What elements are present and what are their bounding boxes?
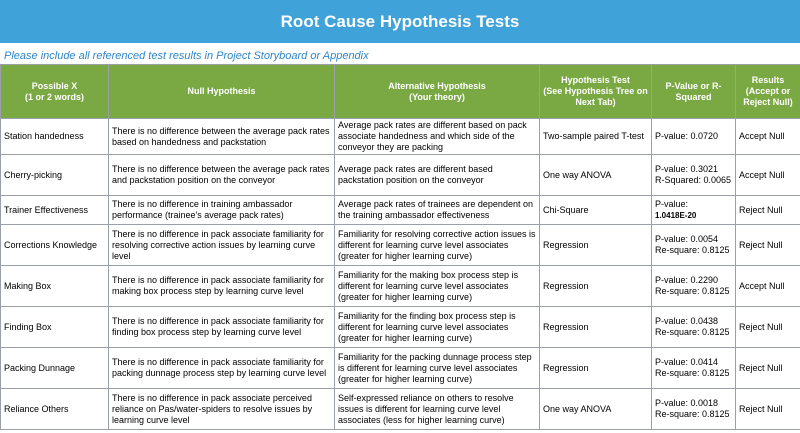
cell-result: Accept Null [736, 119, 800, 155]
table-row [1, 389, 800, 430]
cell-null-hypothesis: There is no difference in pack associate familiarity for packing dunnage process step by learning curve level [109, 348, 335, 389]
cell-p-value: P-value: 0.0018 Re-square: 0.8125 [652, 389, 736, 430]
col-header-p-value: P-Value or R-Squared [652, 65, 736, 119]
cell-alternative-hypothesis: Familiarity for the finding box process step is different for learning curve level associates (greater for higher learning curve) [335, 307, 540, 348]
cell-null-hypothesis: There is no difference in pack associate perceived reliance on Pas/water-spiders to resolve issues by learning curve level [109, 389, 335, 430]
cell-possible-x: Corrections Knowledge [1, 225, 109, 266]
table-row [1, 307, 800, 348]
cell-alternative-hypothesis: Average pack rates are different based on pack associate handedness and which side of the conveyor they are packing [335, 119, 540, 155]
p-value-label: P-value: [655, 199, 689, 209]
cell-result: Accept Null [736, 266, 800, 307]
cell-possible-x: Cherry-picking [1, 155, 109, 196]
instruction-note: Please include all referenced test results in Project Storyboard or Appendix [4, 50, 369, 62]
col-header-hypothesis-test: Hypothesis Test (See Hypothesis Tree on Next Tab) [540, 65, 652, 119]
cell-hypothesis-test: Regression [540, 307, 652, 348]
cell-null-hypothesis: There is no difference in pack associate familiarity for finding box process step by learning curve level [109, 307, 335, 348]
col-header-results: Results (Accept or Reject Null) [736, 65, 800, 119]
cell-null-hypothesis: There is no difference between the average pack rates based on handedness and packstation [109, 119, 335, 155]
cell-possible-x: Making Box [1, 266, 109, 307]
cell-result: Reject Null [736, 348, 800, 389]
cell-hypothesis-test: One way ANOVA [540, 155, 652, 196]
cell-hypothesis-test: Regression [540, 266, 652, 307]
cell-result: Reject Null [736, 196, 800, 225]
cell-p-value: P-value: 0.0414 Re-square: 0.8125 [652, 348, 736, 389]
cell-alternative-hypothesis: Average pack rates are different based packstation position on the conveyor [335, 155, 540, 196]
cell-result: Reject Null [736, 225, 800, 266]
cell-possible-x: Finding Box [1, 307, 109, 348]
header-row [1, 65, 800, 119]
cell-hypothesis-test: Regression [540, 225, 652, 266]
hypothesis-table-container [0, 64, 800, 430]
cell-alternative-hypothesis: Average pack rates of trainees are dependent on the training ambassador effectiveness [335, 196, 540, 225]
cell-hypothesis-test: Regression [540, 348, 652, 389]
cell-p-value: P-value: 0.0720 [652, 119, 736, 155]
cell-result: Reject Null [736, 389, 800, 430]
cell-hypothesis-test: Chi-Square [540, 196, 652, 225]
cell-alternative-hypothesis: Self-expressed reliance on others to resolve issues is different for learning curve level associates (less for higher learning curve) [335, 389, 540, 430]
col-header-alternative-hypothesis: Alternative Hypothesis (Your theory) [335, 65, 540, 119]
cell-null-hypothesis: There is no difference in training ambassador performance (trainee's average pack rates) [109, 196, 335, 225]
cell-null-hypothesis: There is no difference between the average pack rates and packstation position on the conveyor [109, 155, 335, 196]
cell-p-value: P-value: 0.3021 R-Squared: 0.0065 [652, 155, 736, 196]
col-header-possible-x: Possible X (1 or 2 words) [1, 65, 109, 119]
cell-p-value: P-value: 0.0438 Re-square: 0.8125 [652, 307, 736, 348]
p-value-number: 1.0418E-20 [655, 211, 697, 220]
cell-result: Reject Null [736, 307, 800, 348]
cell-null-hypothesis: There is no difference in pack associate familiarity for making box process step by learning curve level [109, 266, 335, 307]
table-row [1, 266, 800, 307]
table-row [1, 225, 800, 266]
cell-alternative-hypothesis: Familiarity for the packing dunnage process step is different for learning curve level associates (greater for higher learning curve) [335, 348, 540, 389]
cell-hypothesis-test: Two-sample paired T-test [540, 119, 652, 155]
cell-possible-x: Trainer Effectiveness [1, 196, 109, 225]
table-row [1, 155, 800, 196]
cell-result: Accept Null [736, 155, 800, 196]
cell-possible-x: Station handedness [1, 119, 109, 155]
table-row [1, 196, 800, 225]
col-header-null-hypothesis: Null Hypothesis [109, 65, 335, 119]
cell-p-value [652, 196, 736, 225]
table-row [1, 348, 800, 389]
cell-hypothesis-test: One way ANOVA [540, 389, 652, 430]
page-title: Root Cause Hypothesis Tests [280, 11, 520, 31]
cell-p-value: P-value: 0.2290 Re-square: 0.8125 [652, 266, 736, 307]
cell-alternative-hypothesis: Familiarity for the making box process step is different for learning curve level associates (greater for higher learning curve) [335, 266, 540, 307]
hypothesis-table [0, 64, 800, 430]
cell-null-hypothesis: There is no difference in pack associate familiarity for resolving corrective action issues by learning curve level [109, 225, 335, 266]
cell-alternative-hypothesis: Familiarity for resolving corrective action issues is different for learning curve level associates (greater for higher learning curve) [335, 225, 540, 266]
cell-p-value: P-value: 0.0054 Re-square: 0.8125 [652, 225, 736, 266]
cell-possible-x: Packing Dunnage [1, 348, 109, 389]
cell-possible-x: Reliance Others [1, 389, 109, 430]
title-banner [0, 0, 800, 43]
table-row [1, 119, 800, 155]
